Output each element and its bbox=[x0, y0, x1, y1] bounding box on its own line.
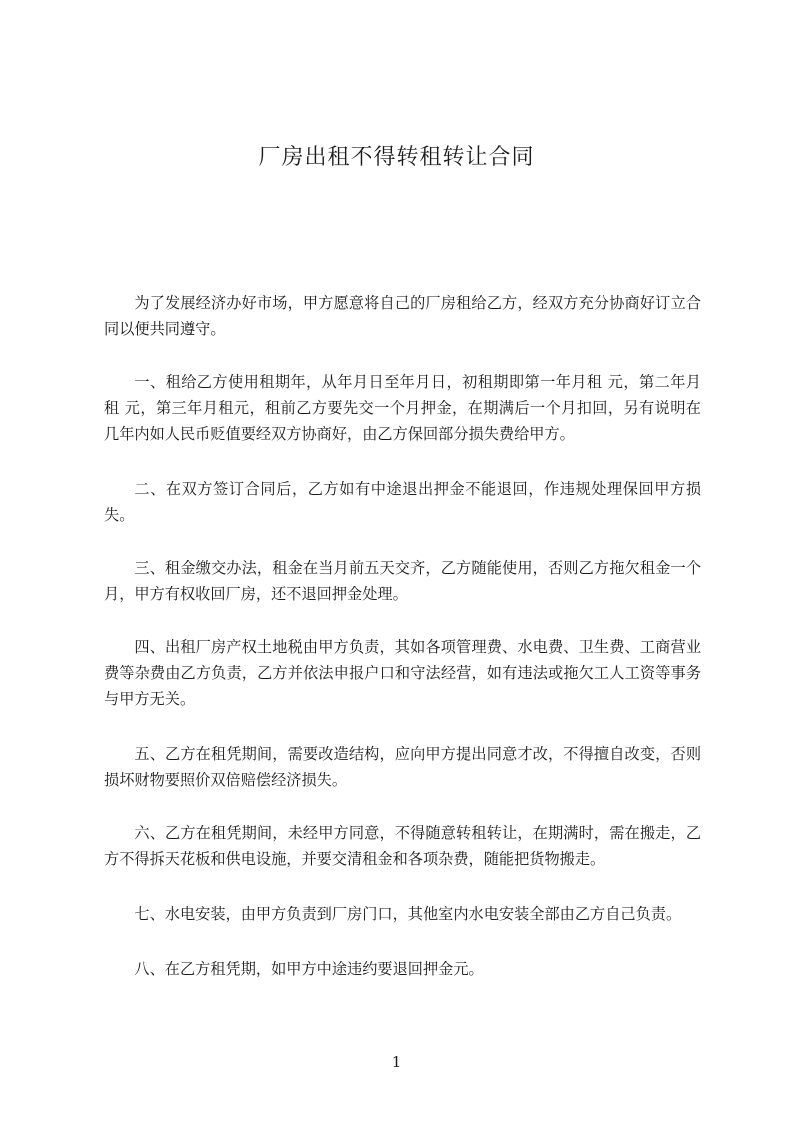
paragraph-clause-7: 七、水电安装，由甲方负责到厂房门口，其他室内水电安装全部由乙方自己负责。 bbox=[134, 905, 682, 923]
paragraph-clause-6: 六、乙方在租凭期间，未经甲方同意，不得随意转租转让，在期满时，需在搬走，乙方不得拆天花板和供电设施，并要交清租金和各项杂费，随能把货物搬走。 bbox=[104, 824, 701, 868]
paragraph-clause-3: 三、租金缴交办法，租金在当月前五天交齐，乙方随能使用，否则乙方拖欠租金一个月，甲方有权收回厂房，还不退回押金处理。 bbox=[104, 559, 701, 603]
document-title: 厂房出租不得转租转让合同 bbox=[258, 145, 535, 170]
paragraph-preamble: 为了发展经济办好市场，甲方愿意将自己的厂房租给乙方，经双方充分协商好订立合同以便共同遵守。 bbox=[104, 294, 701, 338]
page-number: 1 bbox=[391, 1053, 402, 1071]
paragraph-clause-1: 一、租给乙方使用租期年，从年月日至年月日，初租期即第一年月租 元，第二年月租 元，第三年月租元，租前乙方要先交一个月押金，在期满后一个月扣回，另有说明在几年内如人民币贬值要经双方协商好，由乙方保回部分损失费给甲方。 bbox=[104, 373, 701, 443]
paragraph-clause-4: 四、出租厂房产权土地税由甲方负责，其如各项管理费、水电费、卫生费、工商营业费等杂费由乙方负责，乙方并依法申报户口和守法经营，如有违法或拖欠工人工资等事务与甲方无关。 bbox=[104, 638, 701, 708]
paragraph-clause-5: 五、乙方在租凭期间，需要改造结构，应向甲方提出同意才改，不得擅自改变，否则损坏财物要照价双倍赔偿经济损失。 bbox=[104, 745, 701, 789]
paragraph-clause-8: 八、在乙方租凭期，如甲方中途违约要退回押金元。 bbox=[134, 960, 484, 978]
paragraph-clause-2: 二、在双方签订合同后，乙方如有中途退出押金不能退回，作违规处理保回甲方损失。 bbox=[104, 480, 701, 524]
